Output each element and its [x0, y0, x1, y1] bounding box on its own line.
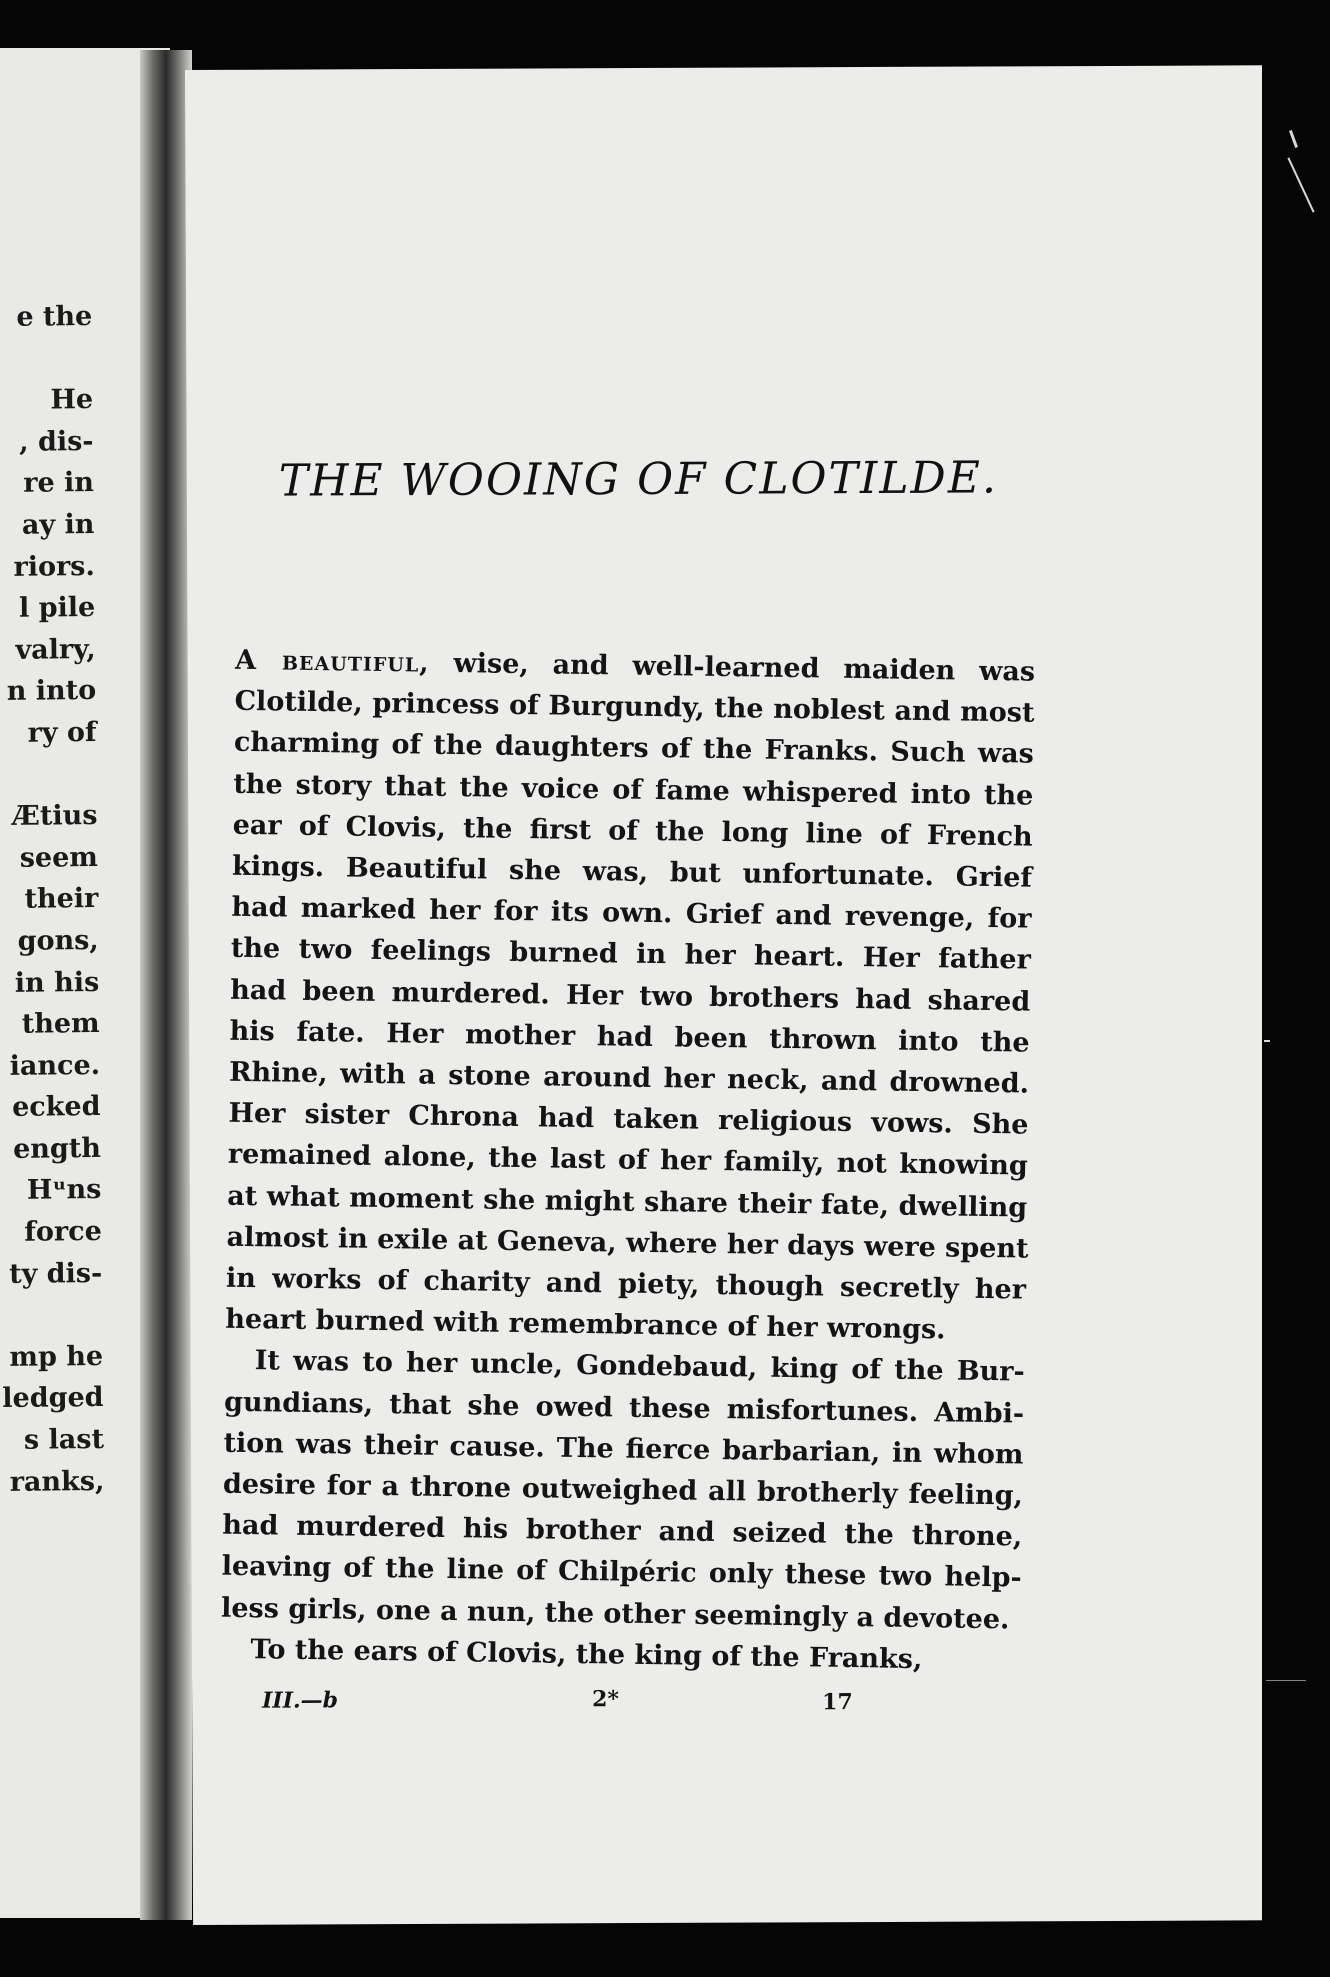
left-page-line: their	[24, 883, 99, 916]
left-page-line: force	[24, 1216, 102, 1248]
left-page-line: ength	[12, 1132, 102, 1165]
text-line: his fate. Her mother had been thrown into the	[229, 1015, 1030, 1059]
left-page-text-fragment	[0, 296, 105, 1504]
right-page	[185, 65, 1273, 1925]
text-line: Rhine, with a stone around her neck, and drowned.	[228, 1056, 1030, 1100]
book-gutter-shadow	[140, 50, 192, 1920]
text-line: charming of the daughters of the Franks. Such was	[233, 727, 1035, 771]
left-page-line: valry,	[15, 633, 96, 666]
gathering-mark: 2*	[592, 1686, 619, 1713]
left-page-line: s last	[23, 1423, 105, 1456]
left-page-line: n into	[6, 675, 97, 708]
left-page-line: ay in	[21, 508, 95, 541]
paragraph-1	[225, 640, 1035, 1352]
left-page-line: He	[50, 384, 94, 416]
text-line: had murdered his brother and seized the throne,	[222, 1509, 1023, 1553]
left-page-gap	[0, 338, 93, 381]
left-page-line: ty dis-	[8, 1257, 103, 1290]
text-line: heart burned with remembrance of her wrongs.	[225, 1303, 946, 1346]
text-line: It was to her uncle, Gondebaud, king of the Bur-	[254, 1345, 1025, 1389]
text-line: desire for a throne outweighed all brotherly feeling,	[222, 1468, 1024, 1512]
left-page-line: riors.	[13, 550, 95, 583]
left-page-line: ecked	[11, 1091, 101, 1124]
page-footer	[262, 1684, 1002, 1716]
left-page-line: ry of	[27, 716, 97, 749]
left-page-line: l pile	[18, 592, 96, 624]
text-line-rest: wise, and well-learned maiden was	[429, 647, 1036, 688]
left-page-line: Hᵘns	[26, 1174, 102, 1207]
left-page-line: Ætius	[11, 800, 98, 832]
text-line: the story that the voice of fame whispered into the	[233, 768, 1034, 812]
paragraph-2	[221, 1340, 1025, 1640]
body-text	[220, 640, 1035, 1682]
text-line: tion was their cause. The fierce barbarian, in whom	[223, 1427, 1024, 1471]
text-line: had been murdered. Her two brothers had shared	[230, 974, 1031, 1018]
page-number: 17	[822, 1689, 853, 1716]
text-line: remained alone, the last of her family, not knowing	[227, 1139, 1028, 1183]
right-scan-edge	[1262, 0, 1330, 1977]
left-page-line: gons,	[17, 924, 99, 957]
left-page-line: mp he	[9, 1340, 104, 1373]
text-line: almost in exile at Geneva, where her days were spent	[226, 1221, 1029, 1265]
edge-speck	[1264, 1040, 1270, 1042]
left-page-line: re in	[23, 467, 95, 500]
edge-speck	[1287, 157, 1314, 212]
left-page-line: seem	[19, 841, 99, 874]
text-line: in works of charity and piety, though secretly her	[225, 1262, 1027, 1306]
left-page-line: in his	[14, 966, 100, 999]
text-line: at what moment she might share their fate, dwelling	[227, 1180, 1028, 1224]
text-line: less girls, one a nun, the other seemingly a devotee.	[220, 1592, 1010, 1636]
lead-in-smallcaps: A beautiful,	[234, 644, 430, 679]
left-page-line: iance.	[9, 1049, 101, 1082]
left-page-line: ledged	[2, 1382, 104, 1415]
left-page-gap	[0, 1294, 103, 1337]
left-page-gap	[0, 754, 97, 797]
edge-speck	[1289, 130, 1298, 148]
left-page-line: them	[21, 1008, 100, 1040]
text-line: ear of Clovis, the first of the long line of French	[232, 809, 1033, 853]
text-line: leaving of the line of Chilpéric only these two help-	[221, 1551, 1022, 1595]
text-line: gundians, that she owed these misfortunes. Ambi-	[223, 1386, 1025, 1430]
left-page-line: , dis-	[19, 425, 94, 458]
text-line: Clotilde, princess of Burgundy, the noblest and most	[234, 685, 1035, 729]
text-line: the two feelings burned in her heart. Her father	[230, 933, 1032, 977]
text-line: To the ears of Clovis, the king of the Franks,	[250, 1633, 923, 1675]
text-line: had marked her for its own. Grief and revenge, for	[231, 891, 1032, 935]
text-line: Her sister Chrona had taken religious vows. She	[228, 1097, 1029, 1141]
text-line: kings. Beautiful she was, but unfortunate. Grief	[231, 850, 1033, 894]
edge-speck	[1266, 1680, 1306, 1681]
left-page-line: ranks,	[9, 1465, 105, 1498]
left-page-line: e the	[16, 300, 93, 333]
signature-mark: III.—b	[262, 1687, 339, 1714]
chapter-title: THE WOOING OF CLOTILDE.	[278, 452, 998, 507]
